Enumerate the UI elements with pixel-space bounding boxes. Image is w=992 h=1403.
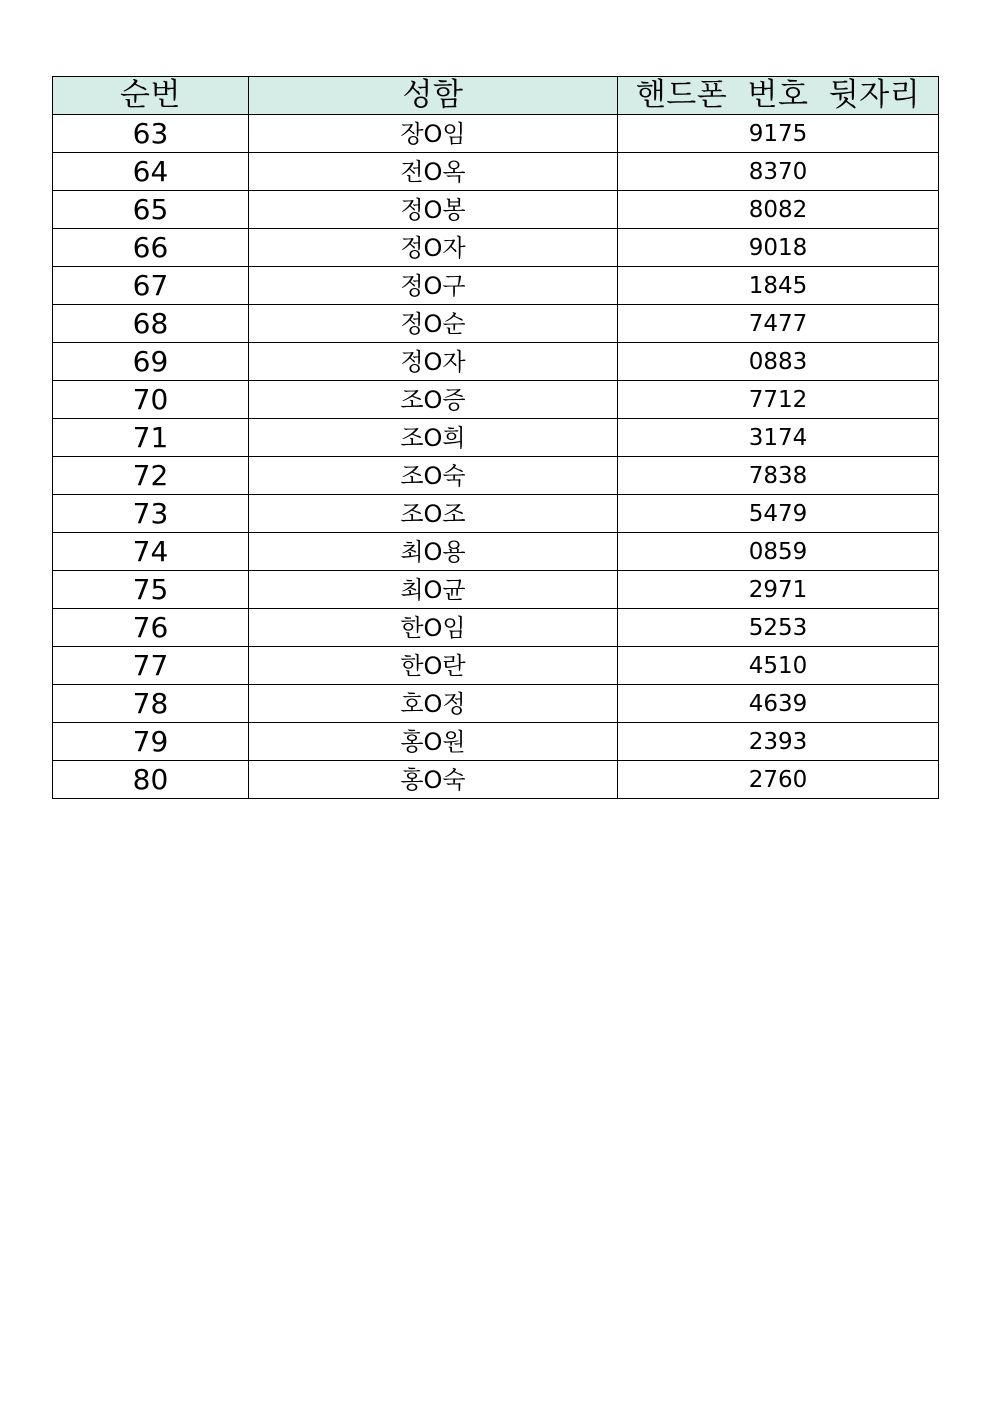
row-phone-suffix: 8082 — [618, 191, 939, 229]
row-number: 71 — [53, 419, 249, 457]
row-name: 전O옥 — [249, 153, 618, 191]
row-name: 홍O원 — [249, 723, 618, 761]
row-name: 정O자 — [249, 343, 618, 381]
table-row — [53, 609, 939, 647]
table-row — [53, 343, 939, 381]
row-phone-suffix: 4510 — [618, 647, 939, 685]
row-phone-suffix: 4639 — [618, 685, 939, 723]
row-name: 호O정 — [249, 685, 618, 723]
row-name: 한O임 — [249, 609, 618, 647]
header-name: 성함 — [249, 77, 618, 115]
row-number: 78 — [53, 685, 249, 723]
row-name: 조O증 — [249, 381, 618, 419]
row-number: 80 — [53, 761, 249, 799]
header-phone: 핸드폰 번호 뒷자리 — [618, 77, 939, 115]
row-phone-suffix: 0883 — [618, 343, 939, 381]
table-row — [53, 229, 939, 267]
row-number: 65 — [53, 191, 249, 229]
header-row — [53, 77, 939, 115]
table-row — [53, 381, 939, 419]
table-row — [53, 533, 939, 571]
table-row — [53, 305, 939, 343]
row-number: 69 — [53, 343, 249, 381]
row-phone-suffix: 2393 — [618, 723, 939, 761]
row-name: 정O순 — [249, 305, 618, 343]
table-row — [53, 419, 939, 457]
row-name: 최O균 — [249, 571, 618, 609]
row-name: 조O숙 — [249, 457, 618, 495]
row-number: 74 — [53, 533, 249, 571]
row-phone-suffix: 9175 — [618, 115, 939, 153]
row-number: 73 — [53, 495, 249, 533]
row-number: 75 — [53, 571, 249, 609]
row-number: 67 — [53, 267, 249, 305]
row-name: 정O구 — [249, 267, 618, 305]
table-row — [53, 267, 939, 305]
row-name: 정O봉 — [249, 191, 618, 229]
row-name: 조O희 — [249, 419, 618, 457]
table-row — [53, 115, 939, 153]
row-number: 64 — [53, 153, 249, 191]
row-number: 77 — [53, 647, 249, 685]
row-name: 홍O숙 — [249, 761, 618, 799]
table-row — [53, 457, 939, 495]
table-row — [53, 647, 939, 685]
row-phone-suffix: 5479 — [618, 495, 939, 533]
row-number: 63 — [53, 115, 249, 153]
row-phone-suffix: 1845 — [618, 267, 939, 305]
roster-table — [52, 76, 939, 799]
row-phone-suffix: 9018 — [618, 229, 939, 267]
row-phone-suffix: 8370 — [618, 153, 939, 191]
row-name: 한O란 — [249, 647, 618, 685]
row-number: 76 — [53, 609, 249, 647]
row-phone-suffix: 5253 — [618, 609, 939, 647]
row-phone-suffix: 2760 — [618, 761, 939, 799]
row-phone-suffix: 0859 — [618, 533, 939, 571]
row-phone-suffix: 7477 — [618, 305, 939, 343]
row-phone-suffix: 3174 — [618, 419, 939, 457]
header-number: 순번 — [53, 77, 249, 115]
row-name: 조O조 — [249, 495, 618, 533]
row-phone-suffix: 7712 — [618, 381, 939, 419]
table-row — [53, 571, 939, 609]
table-row — [53, 723, 939, 761]
row-number: 66 — [53, 229, 249, 267]
row-phone-suffix: 7838 — [618, 457, 939, 495]
row-name: 최O용 — [249, 533, 618, 571]
row-name: 정O자 — [249, 229, 618, 267]
table-row — [53, 761, 939, 799]
row-number: 72 — [53, 457, 249, 495]
table-row — [53, 685, 939, 723]
table-body — [53, 115, 939, 799]
table-row — [53, 495, 939, 533]
row-number: 68 — [53, 305, 249, 343]
table-header — [53, 77, 939, 115]
table-row — [53, 153, 939, 191]
table-row — [53, 191, 939, 229]
row-name: 장O임 — [249, 115, 618, 153]
row-number: 70 — [53, 381, 249, 419]
row-number: 79 — [53, 723, 249, 761]
row-phone-suffix: 2971 — [618, 571, 939, 609]
